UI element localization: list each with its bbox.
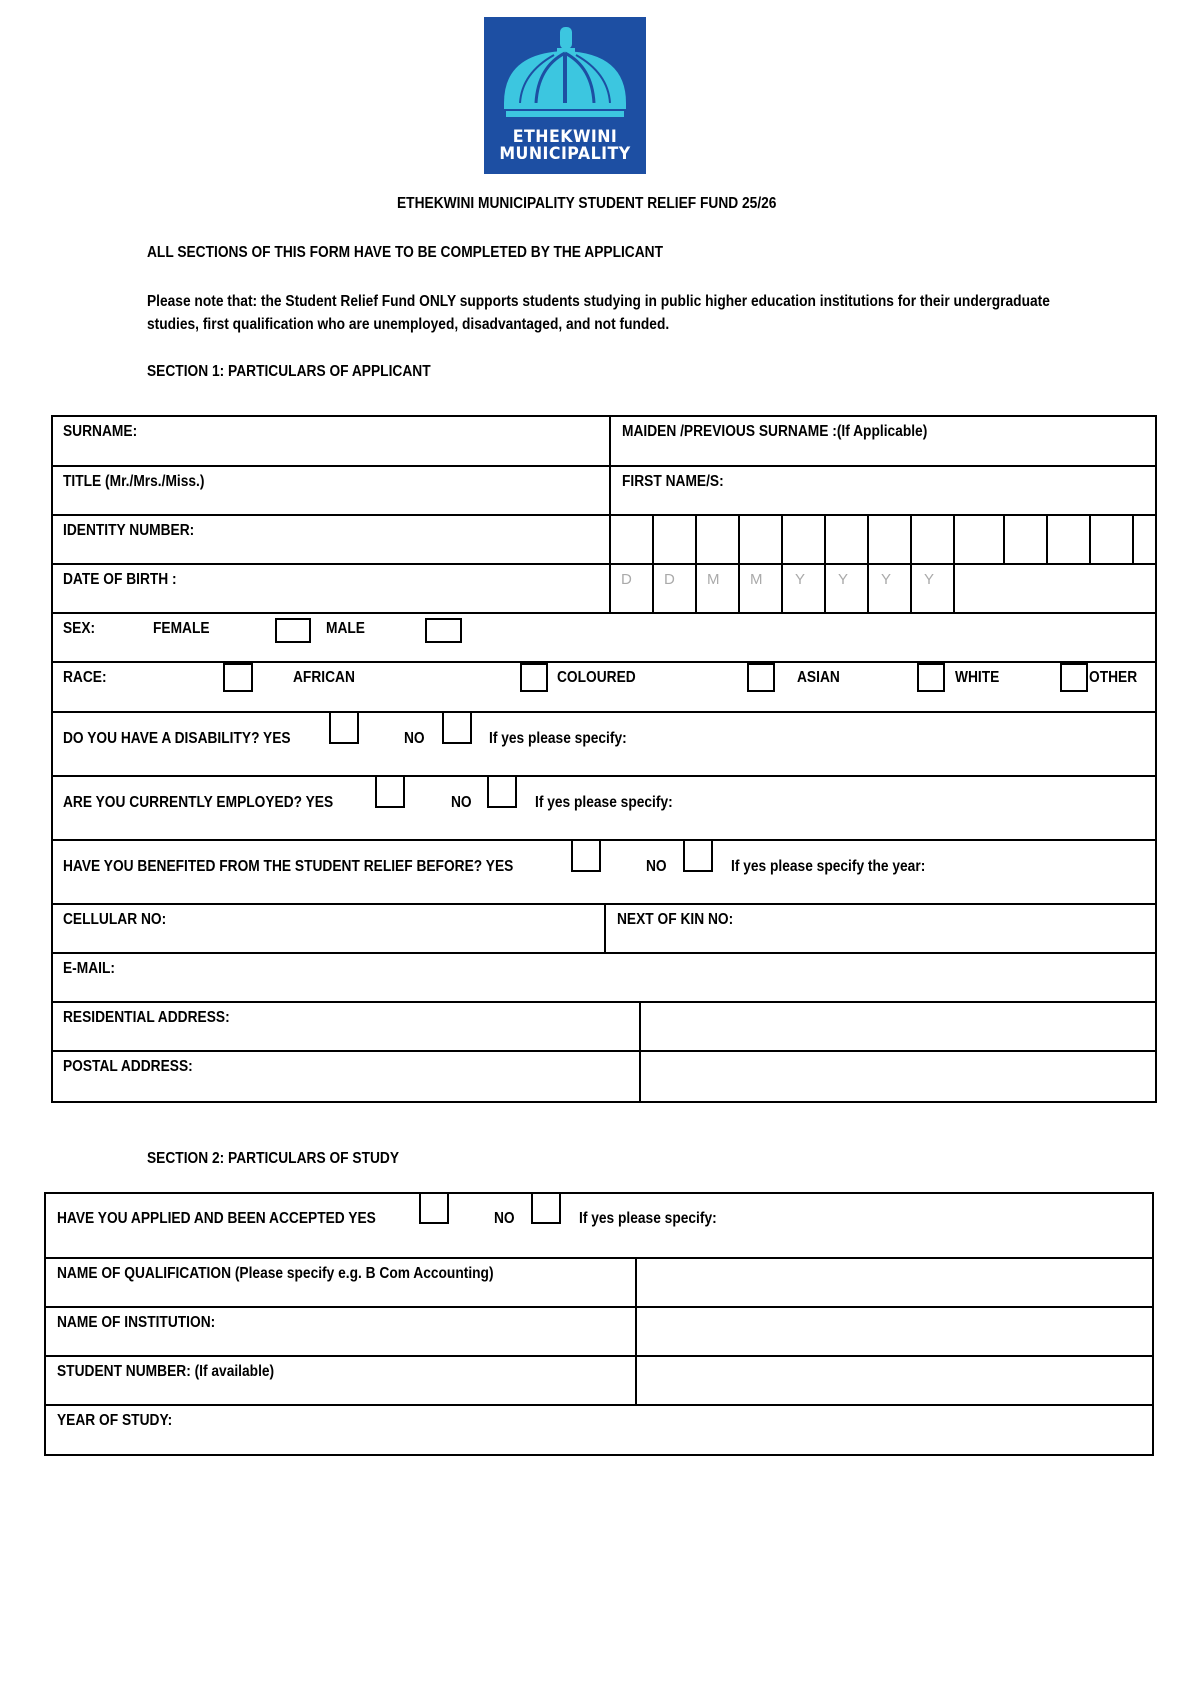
dob-box[interactable] [695, 565, 697, 613]
row-surname [53, 417, 1155, 466]
institution-label: NAME OF INSTITUTION: [57, 1314, 216, 1331]
dob-box[interactable] [910, 565, 912, 613]
male-label: MALE [326, 620, 365, 637]
id-digit-box[interactable] [609, 516, 611, 564]
row-applied [46, 1194, 1152, 1258]
id-digit-box[interactable] [738, 516, 740, 564]
coloured-label: COLOURED [557, 669, 636, 686]
form-title: ETHEKWINI MUNICIPALITY STUDENT RELIEF FUND 25/26 [397, 195, 777, 212]
disability-specify: If yes please specify: [489, 730, 627, 747]
benefited-yes-checkbox[interactable] [571, 841, 601, 872]
dob-placeholder: M [750, 571, 763, 588]
benefited-specify: If yes please specify the year: [731, 858, 926, 875]
dob-box[interactable] [738, 565, 740, 613]
identity-number-label: IDENTITY NUMBER: [63, 522, 195, 539]
row-residential-address [53, 1001, 1155, 1051]
first-names-label: FIRST NAME/S: [622, 473, 724, 490]
asian-label: ASIAN [797, 669, 840, 686]
applied-yes-checkbox[interactable] [419, 1194, 449, 1224]
dob-placeholder: Y [795, 571, 806, 588]
cellular-label: CELLULAR NO: [63, 911, 167, 928]
section2-heading: SECTION 2: PARTICULARS OF STUDY [147, 1150, 400, 1167]
email-label: E-MAIL: [63, 960, 115, 977]
row-email [53, 952, 1155, 1002]
white-checkbox[interactable] [917, 663, 945, 692]
divider [604, 905, 606, 953]
dob-label: DATE OF BIRTH : [63, 571, 177, 588]
postal-address-label: POSTAL ADDRESS: [63, 1058, 193, 1075]
employment-question: ARE YOU CURRENTLY EMPLOYED? YES [63, 794, 334, 811]
study-particulars-form [44, 1192, 1154, 1456]
race-label: RACE: [63, 669, 107, 686]
dob-placeholder: D [664, 571, 675, 588]
municipality-logo [484, 17, 646, 174]
row-employment [53, 775, 1155, 840]
male-checkbox[interactable] [425, 618, 462, 643]
divider [609, 417, 611, 466]
benefited-no-checkbox[interactable] [683, 841, 713, 872]
section1-heading: SECTION 1: PARTICULARS OF APPLICANT [147, 363, 431, 380]
employed-no-label: NO [451, 794, 472, 811]
dob-box[interactable] [867, 565, 869, 613]
dome-emblem-icon [484, 17, 646, 129]
row-sex [53, 612, 1155, 662]
benefited-question: HAVE YOU BENEFITED FROM THE STUDENT RELIEF BEFORE? YES [63, 858, 514, 875]
logo-text-line2: MUNICIPALITY [499, 144, 631, 164]
row-title [53, 465, 1155, 515]
female-label: FEMALE [153, 620, 210, 637]
disability-question: DO YOU HAVE A DISABILITY? YES [63, 730, 291, 747]
id-digit-box[interactable] [1046, 516, 1048, 564]
dob-box[interactable] [824, 565, 826, 613]
african-checkbox[interactable] [223, 663, 253, 692]
divider [639, 1003, 641, 1051]
white-label: WHITE [955, 669, 1000, 686]
coloured-checkbox[interactable] [520, 663, 548, 692]
instruction-text: ALL SECTIONS OF THIS FORM HAVE TO BE COMPLETED BY THE APPLICANT [147, 244, 664, 261]
employment-specify: If yes please specify: [535, 794, 673, 811]
eligibility-note: Please note that: the Student Relief Fund ONLY supports students studying in public higher education institutions for their undergraduate studies, first qualification who are unemployed, disadvantaged, and not funded. [147, 293, 1050, 333]
row-year-of-study [46, 1404, 1152, 1454]
dob-placeholder: Y [838, 571, 849, 588]
maiden-surname-label: MAIDEN /PREVIOUS SURNAME :(If Applicable) [622, 423, 928, 440]
divider [639, 1052, 641, 1101]
year-of-study-label: YEAR OF STUDY: [57, 1412, 173, 1429]
dob-placeholder: Y [881, 571, 892, 588]
row-date-of-birth [53, 563, 1155, 613]
id-digit-box[interactable] [1132, 516, 1134, 564]
id-digit-box[interactable] [1003, 516, 1005, 564]
asian-checkbox[interactable] [747, 663, 775, 692]
divider [635, 1259, 637, 1307]
row-qualification [46, 1257, 1152, 1307]
dob-placeholder: M [707, 571, 720, 588]
id-digit-box[interactable] [910, 516, 912, 564]
id-digit-box[interactable] [867, 516, 869, 564]
other-label: OTHER [1089, 669, 1138, 686]
next-of-kin-label: NEXT OF KIN NO: [617, 911, 734, 928]
id-digit-box[interactable] [953, 516, 955, 564]
sex-label: SEX: [63, 620, 96, 637]
row-institution [46, 1306, 1152, 1356]
employed-no-checkbox[interactable] [487, 777, 517, 808]
disability-no-label: NO [404, 730, 425, 747]
dob-box[interactable] [609, 565, 611, 613]
dob-placeholder: D [621, 571, 632, 588]
applicant-particulars-form [51, 415, 1157, 1103]
id-digit-box[interactable] [1089, 516, 1091, 564]
title-label: TITLE (Mr./Mrs./Miss.) [63, 473, 205, 490]
disability-yes-checkbox[interactable] [329, 713, 359, 744]
id-digit-box[interactable] [695, 516, 697, 564]
surname-label: SURNAME: [63, 423, 138, 440]
divider [635, 1357, 637, 1405]
dob-placeholder: Y [924, 571, 935, 588]
african-label: AFRICAN [293, 669, 355, 686]
row-identity [53, 514, 1155, 564]
applied-question: HAVE YOU APPLIED AND BEEN ACCEPTED YES [57, 1210, 376, 1227]
row-student-number [46, 1355, 1152, 1405]
row-benefited [53, 839, 1155, 904]
id-digit-box[interactable] [781, 516, 783, 564]
residential-address-label: RESIDENTIAL ADDRESS: [63, 1009, 230, 1026]
divider [953, 565, 955, 613]
applied-specify: If yes please specify: [579, 1210, 717, 1227]
female-checkbox[interactable] [275, 618, 311, 643]
dob-box[interactable] [652, 565, 654, 613]
applied-no-checkbox[interactable] [531, 1194, 561, 1224]
employed-yes-checkbox[interactable] [375, 777, 405, 808]
benefited-no-label: NO [646, 858, 667, 875]
applied-no-label: NO [494, 1210, 515, 1227]
qualification-label: NAME OF QUALIFICATION (Please specify e.g. B Com Accounting) [57, 1265, 494, 1282]
dob-box[interactable] [781, 565, 783, 613]
other-checkbox[interactable] [1060, 663, 1088, 692]
id-digit-box[interactable] [652, 516, 654, 564]
student-number-label: STUDENT NUMBER: (If available) [57, 1363, 275, 1380]
row-contact-numbers [53, 903, 1155, 953]
disability-no-checkbox[interactable] [442, 713, 472, 744]
row-disability [53, 711, 1155, 776]
divider [609, 467, 611, 515]
logo-text-line1: ETHEKWINI [512, 127, 618, 147]
row-race [53, 661, 1155, 712]
row-postal-address [53, 1050, 1155, 1101]
divider [635, 1308, 637, 1356]
id-digit-box[interactable] [824, 516, 826, 564]
